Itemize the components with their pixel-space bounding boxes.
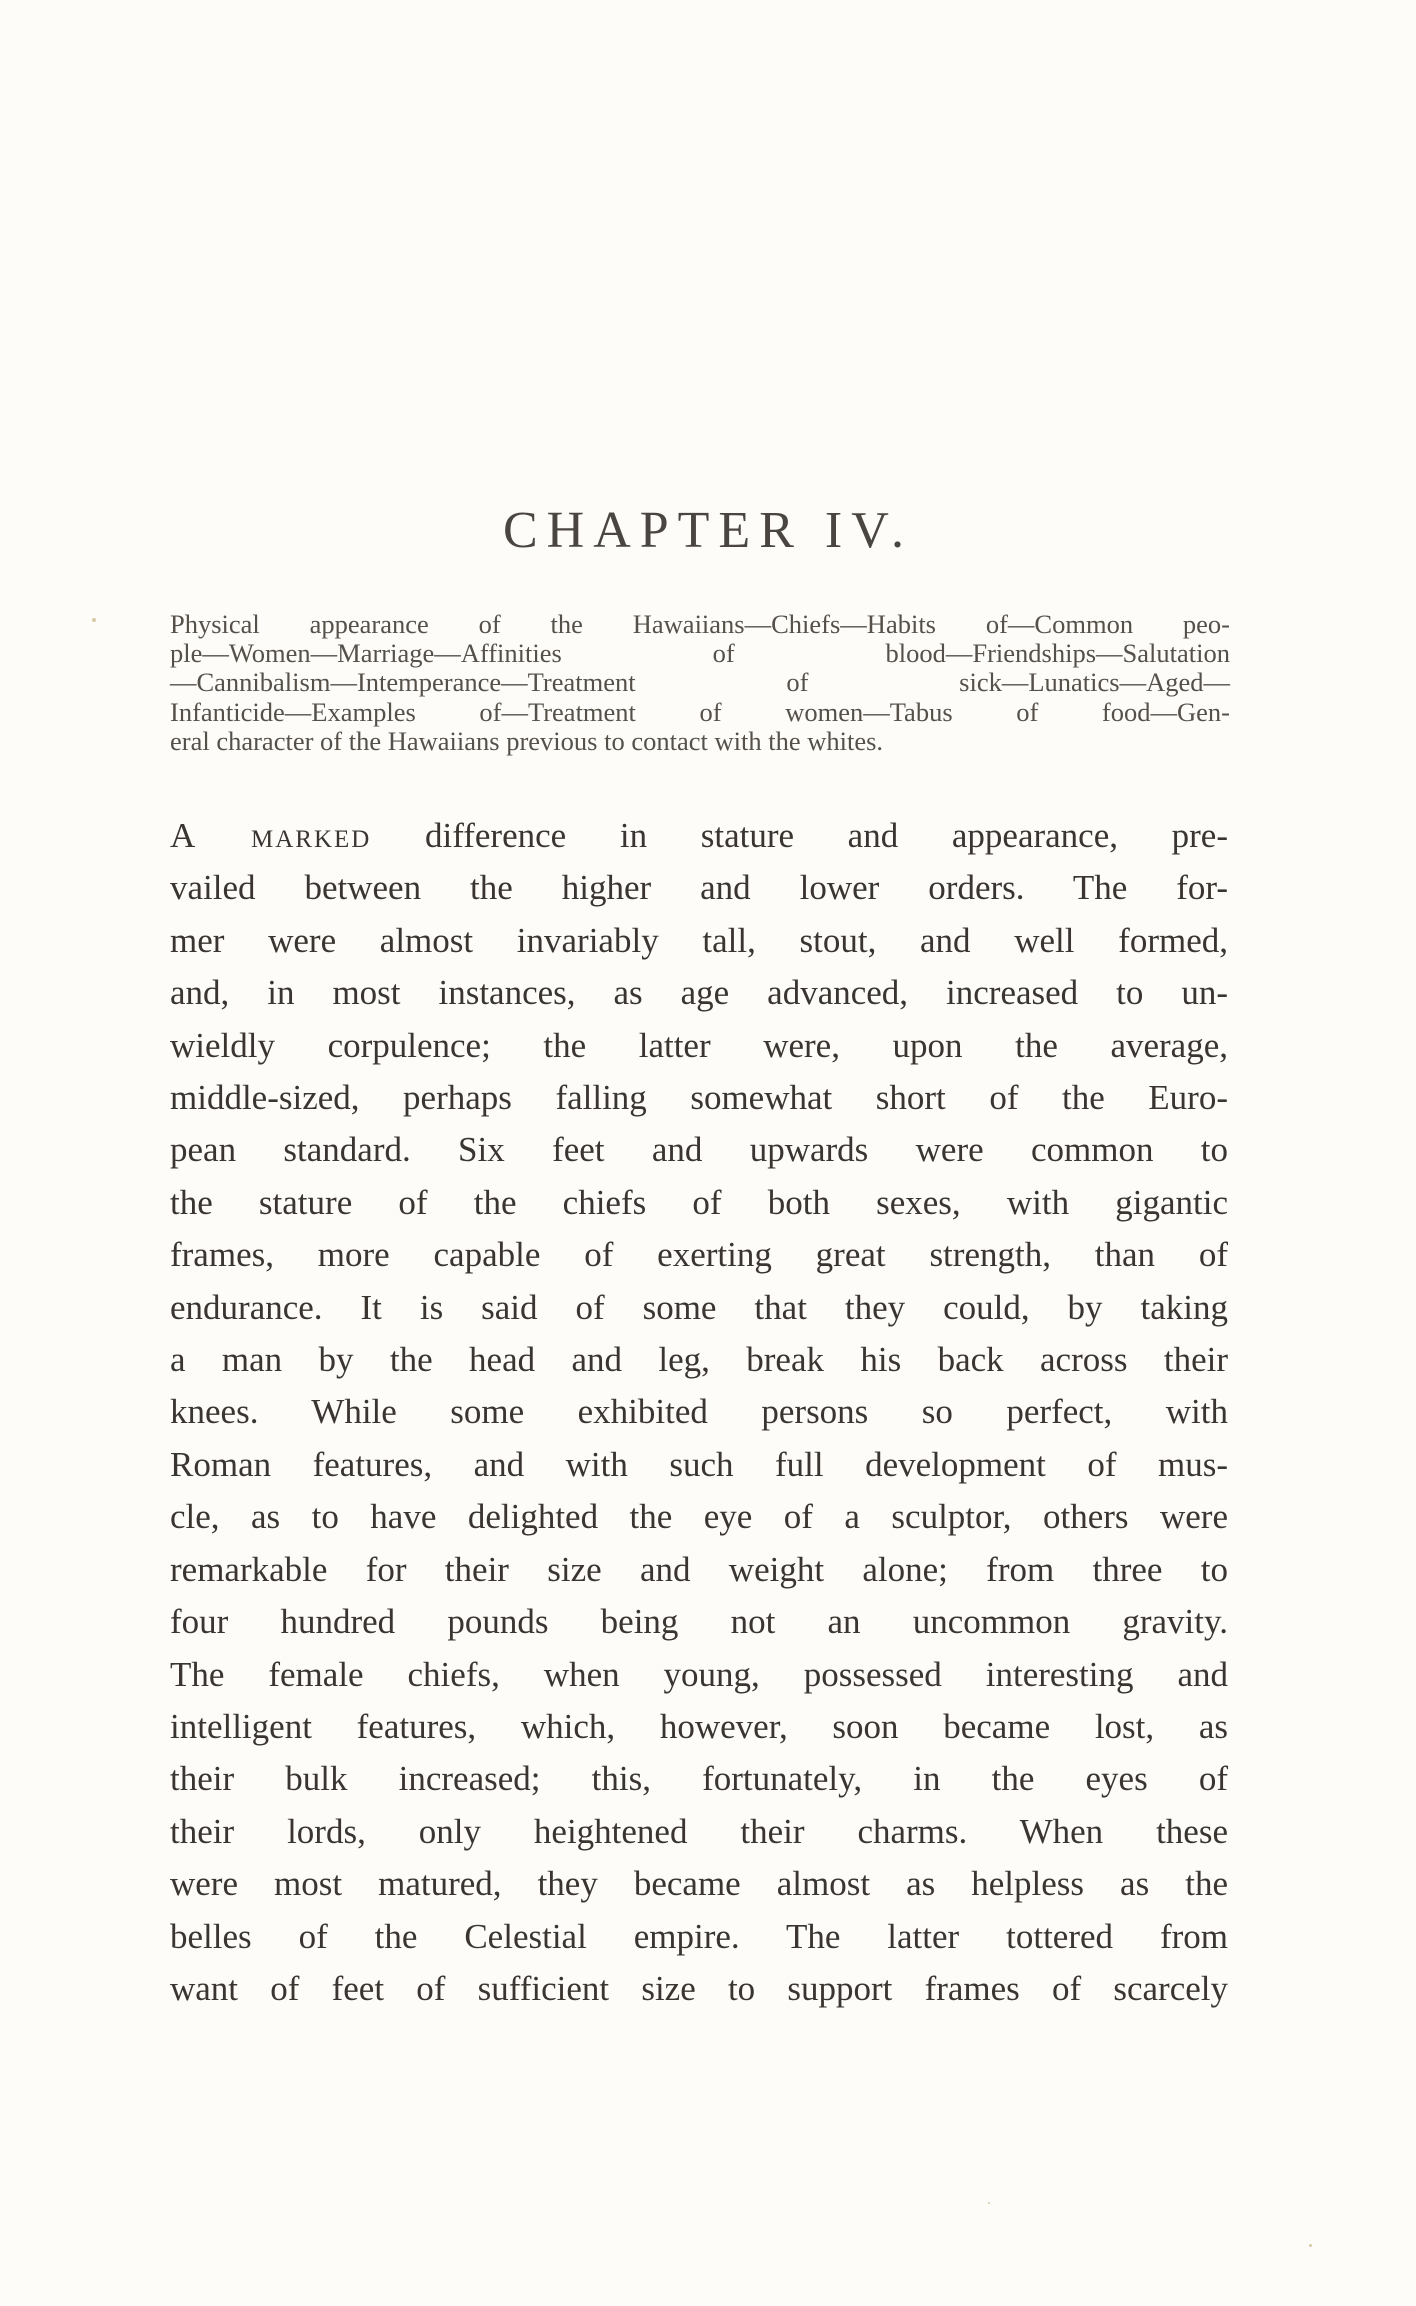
body-line: want of feet of sufficient size to support frames of scarcely — [170, 1968, 1228, 2008]
body-line: middle-sized, perhaps falling somewhat short of the Euro- — [170, 1078, 1228, 1118]
summary-line: —Cannibalism—Intemperance—Treatment of sick—Lunatics—Aged— — [170, 667, 1230, 698]
body-line: intelligent features, which, however, soon became lost, as — [170, 1706, 1228, 1746]
body-line: a man by the head and leg, break his back across their — [170, 1340, 1228, 1380]
body-line: cle, as to have delighted the eye of a sculptor, others were — [170, 1497, 1228, 1537]
summary-line: ple—Women—Marriage—Affinities of blood—Friendships—Salutation — [170, 638, 1230, 669]
summary-line: Infanticide—Examples of—Treatment of women—Tabus of food—Gen- — [170, 696, 1230, 727]
body-line: frames, more capable of exerting great strength, than of — [170, 1235, 1228, 1275]
body-line: and, in most instances, as age advanced, increased to un- — [170, 973, 1228, 1013]
body-line: wieldly corpulence; the latter were, upon the average, — [170, 1025, 1228, 1065]
summary-line: Physical appearance of the Hawaiians—Chiefs—Habits of—Common peo- — [170, 609, 1230, 639]
summary-line: eral character of the Hawaiians previous to contact with the whites. — [170, 725, 884, 756]
body-line: pean standard. Six feet and upwards were common to — [170, 1130, 1228, 1170]
body-line: four hundred pounds being not an uncommon gravity. — [170, 1602, 1228, 1642]
chapter-summary — [170, 610, 1230, 756]
body-line-first — [170, 810, 1228, 862]
body-line: Roman features, and with such full development of mus- — [170, 1444, 1228, 1484]
body-line: vailed between the higher and lower orders. The for- — [170, 868, 1228, 908]
first-line-text: difference in stature and appearance, pre- — [371, 816, 1228, 855]
body-line: The female chiefs, when young, possessed interesting and — [170, 1654, 1228, 1694]
body-line: their lords, only heightened their charms. When these — [170, 1811, 1228, 1851]
body-line: mer were almost invariably tall, stout, and well formed, — [170, 920, 1228, 960]
paper-speck — [988, 2202, 990, 2204]
body-text — [170, 810, 1228, 2015]
body-line: were most matured, they became almost as helpless as the — [170, 1864, 1228, 1904]
body-line: the stature of the chiefs of both sexes, with gigantic — [170, 1182, 1228, 1222]
chapter-heading: CHAPTER IV. — [502, 502, 914, 559]
body-line: endurance. It is said of some that they could, by taking — [170, 1287, 1228, 1327]
body-line: knees. While some exhibited persons so perfect, with — [170, 1392, 1228, 1432]
paper-speck — [92, 618, 96, 622]
body-line: remarkable for their size and weight alone; from three to — [170, 1549, 1228, 1589]
paper-speck — [1309, 2244, 1312, 2247]
body-line: their bulk increased; this, fortunately, in the eyes of — [170, 1759, 1228, 1799]
opening-words: A marked — [170, 816, 372, 855]
body-line: belles of the Celestial empire. The latter tottered from — [170, 1916, 1228, 1956]
